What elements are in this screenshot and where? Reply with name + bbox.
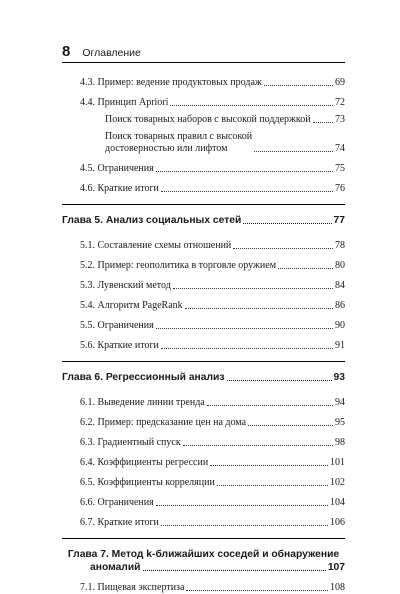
toc-entry bbox=[62, 497, 345, 509]
toc-chapter bbox=[62, 538, 345, 574]
dot-leader bbox=[217, 485, 328, 486]
dot-leader bbox=[210, 465, 328, 466]
table-of-contents bbox=[62, 69, 345, 594]
toc-entry bbox=[62, 320, 345, 332]
dot-leader bbox=[173, 288, 333, 289]
toc-entry bbox=[62, 280, 345, 292]
toc-entry-title: Глава 6. Регрессионный анализ bbox=[62, 372, 225, 383]
dot-leader bbox=[186, 590, 328, 591]
toc-entry bbox=[62, 437, 345, 449]
toc-entry bbox=[62, 114, 345, 126]
toc-entry-title: 4.5. Ограничения bbox=[80, 163, 154, 174]
dot-leader bbox=[161, 348, 333, 349]
toc-entry-title: 6.1. Выведение линии тренда bbox=[80, 397, 205, 408]
toc-entry-title: 6.6. Ограничения bbox=[80, 497, 154, 508]
toc-entry bbox=[62, 240, 345, 252]
dot-leader bbox=[313, 122, 333, 123]
dot-leader bbox=[227, 380, 332, 381]
toc-page-number: 80 bbox=[335, 260, 345, 271]
header-title: Оглавление bbox=[82, 47, 141, 59]
toc-entry-title: 7.1. Пищевая экспертиза bbox=[80, 582, 185, 593]
toc-entry-title: 5.4. Алгоритм PageRank bbox=[80, 300, 183, 311]
toc-page-number: 78 bbox=[335, 240, 345, 251]
toc-page-number: 76 bbox=[335, 183, 345, 194]
toc-page-number: 94 bbox=[335, 397, 345, 408]
toc-entry-title: 6.4. Коэффициенты регрессии bbox=[80, 457, 209, 468]
toc-page-number: 75 bbox=[335, 163, 345, 174]
toc-page-number: 90 bbox=[335, 320, 345, 331]
dot-leader bbox=[161, 525, 328, 526]
toc-entry-title: 5.1. Составление схемы отношений bbox=[80, 240, 232, 251]
toc-page-number: 107 bbox=[327, 562, 345, 573]
toc-entry-title: 6.5. Коэффициенты корреляции bbox=[80, 477, 215, 488]
toc-page-number: 72 bbox=[335, 97, 345, 108]
toc-page-number: 91 bbox=[335, 340, 345, 351]
dot-leader bbox=[143, 570, 326, 571]
toc-entry-title: Поиск товарных наборов с высокой поддержкой bbox=[105, 114, 311, 125]
toc-entry-title: 4.6. Краткие итоги bbox=[80, 183, 159, 194]
toc-page-number: 86 bbox=[335, 300, 345, 311]
toc-page-number: 106 bbox=[330, 517, 345, 528]
toc-entry bbox=[62, 561, 345, 574]
toc-entry bbox=[62, 97, 345, 109]
toc-entry bbox=[62, 517, 345, 529]
toc-entry-title: Поиск товарных правил с высокой достоверностью или лифтом bbox=[105, 131, 253, 154]
dot-leader bbox=[254, 151, 333, 152]
toc-page-number: 108 bbox=[330, 582, 345, 593]
toc-entry-title: 6.7. Краткие итоги bbox=[80, 517, 159, 528]
toc-page-number: 74 bbox=[335, 143, 345, 154]
toc-entry bbox=[62, 340, 345, 352]
toc-page-number: 73 bbox=[335, 114, 345, 125]
toc-entry bbox=[62, 77, 345, 89]
dot-leader bbox=[264, 85, 333, 86]
toc-page-number: 104 bbox=[330, 497, 345, 508]
toc-page-number: 84 bbox=[335, 280, 345, 291]
toc-entry-title: 5.2. Пример: геополитика в торговле оружием bbox=[80, 260, 277, 271]
dot-leader bbox=[233, 248, 333, 249]
dot-leader bbox=[170, 105, 333, 106]
toc-page-number: 93 bbox=[333, 372, 345, 383]
toc-chapter-title: Глава 7. Метод k-ближайших соседей и обнаружение bbox=[67, 549, 340, 560]
toc-entry-title: аномалий bbox=[90, 562, 141, 573]
toc-entry bbox=[62, 417, 345, 429]
dot-leader bbox=[278, 268, 333, 269]
toc-page-number: 101 bbox=[330, 457, 345, 468]
toc-entry bbox=[62, 457, 345, 469]
page-number: 8 bbox=[62, 43, 71, 60]
dot-leader bbox=[243, 223, 331, 224]
dot-leader bbox=[156, 505, 328, 506]
toc-entry-title: 6.2. Пример: предсказание цен на дома bbox=[80, 417, 247, 428]
dot-leader bbox=[161, 191, 333, 192]
dot-leader bbox=[248, 425, 333, 426]
dot-leader bbox=[156, 171, 333, 172]
dot-leader bbox=[207, 405, 333, 406]
toc-chapter bbox=[62, 361, 345, 384]
toc-entry bbox=[62, 397, 345, 409]
toc-page-number: 102 bbox=[330, 477, 345, 488]
toc-entry bbox=[62, 163, 345, 175]
dot-leader bbox=[183, 445, 333, 446]
toc-entry bbox=[62, 183, 345, 195]
toc-entry-title: 5.3. Лувенский метод bbox=[80, 280, 171, 291]
running-header bbox=[62, 43, 345, 60]
dot-leader bbox=[185, 308, 333, 309]
toc-entry-title: Глава 5. Анализ социальных сетей bbox=[62, 215, 242, 226]
toc-entry bbox=[62, 131, 345, 155]
toc-page-number: 98 bbox=[335, 437, 345, 448]
toc-entry-title: 5.6. Краткие итоги bbox=[80, 340, 159, 351]
toc-entry bbox=[62, 260, 345, 272]
toc-chapter bbox=[62, 204, 345, 227]
toc-page-number: 77 bbox=[333, 215, 345, 226]
toc-entry bbox=[62, 582, 345, 594]
toc-entry bbox=[62, 300, 345, 312]
toc-entry-title: 4.4. Принцип Apriori bbox=[80, 97, 169, 108]
toc-entry-title: 6.3. Градиентный спуск bbox=[80, 437, 181, 448]
toc-page-number: 95 bbox=[335, 417, 345, 428]
dot-leader bbox=[156, 328, 333, 329]
toc-page-number: 69 bbox=[335, 77, 345, 88]
toc-entry-title: 5.5. Ограничения bbox=[80, 320, 154, 331]
header-rule bbox=[62, 62, 345, 63]
toc-entry bbox=[62, 477, 345, 489]
toc-entry-title: 4.3. Пример: ведение продуктовых продаж bbox=[80, 77, 262, 88]
